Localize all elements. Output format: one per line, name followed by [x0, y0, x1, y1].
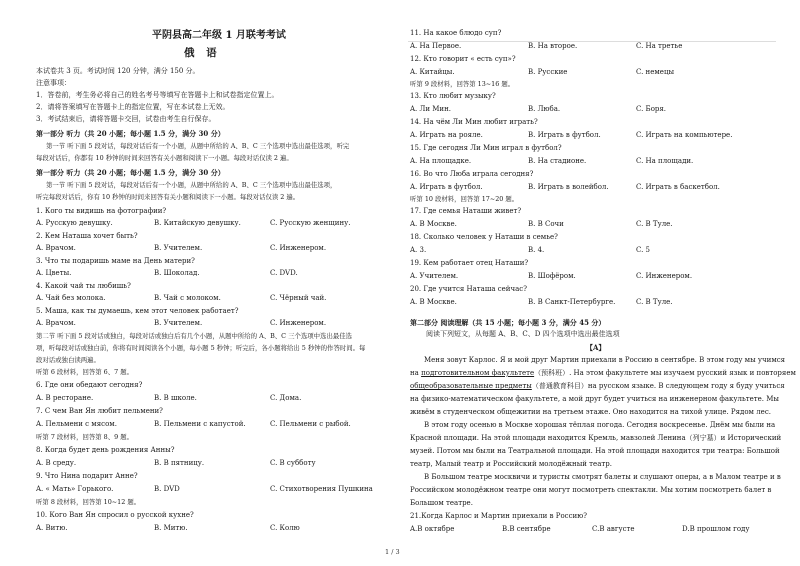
passage-line: Российском молодёжном театре они могут посмотреть спектакли. Мы хотим посмотреть балет в — [410, 486, 772, 494]
option: B. Чай с молоком. — [154, 294, 221, 302]
option: B. Учителем. — [154, 319, 203, 327]
option: C. Инженером. — [270, 244, 327, 252]
passage-line — [410, 369, 796, 378]
option: A. « Мать» Горького. — [36, 485, 114, 493]
option: B. Шофёром. — [528, 272, 576, 280]
page-number: 1 / 3 — [385, 548, 400, 556]
option: B. В Санкт-Петербурге. — [528, 298, 616, 306]
option: A. Учителем. — [410, 272, 459, 280]
passage-text: （预科班）. На этом факультете мы изучаем русский язык и повторяем — [534, 369, 796, 377]
option: A. В Москве. — [410, 298, 457, 306]
instruction-line: 阅读下列短文，从每题 A、B、C、D 四个选项中选出最佳选项 — [426, 330, 620, 338]
passage-line: Большом театре. — [410, 499, 473, 507]
question: 19. Кем работает отец Наташи? — [410, 259, 529, 267]
question: 3. Что ты подаришь маме на День матери? — [36, 257, 195, 265]
option: A. Играть на рояле. — [410, 131, 483, 139]
question: 16. Во что Люба играла сегодня? — [410, 170, 534, 178]
option: B. DVD — [154, 485, 180, 493]
question: 18. Сколько человек у Наташи в семье? — [410, 233, 558, 241]
listening-note: 听第 7 段材料，回答第 8、9 题。 — [36, 433, 134, 441]
listening-note: 听第 9 段材料，回答第 13~16 题。 — [410, 80, 515, 88]
instruction-line: 项，听每段对话或独白前，你将有时间阅读各个小题，每小题 5 秒钟；听完后，各小题将给出 5 秒钟的作答时间。每 — [36, 344, 366, 352]
question: 11. На какое блюдо суп? — [410, 29, 502, 37]
passage-line: В этом году осенью в Москве хорошая тёплая погода. Сегодня воскресенье. Днём мы были на — [424, 421, 776, 429]
intro-line: 3．考试结束后，请将答题卡交回，试卷由考生自行保存。 — [36, 115, 216, 123]
option: A. 3. — [410, 246, 427, 254]
instruction-line: 每段对话后，你都有 10 秒钟的时间来回答有关小题和阅读下一小题。每段对话仅读 2 遍。 — [36, 154, 293, 162]
question: 10. Кого Ван Ян спросил о русской кухне? — [36, 511, 194, 519]
option: B. Играть в волейбол. — [528, 183, 609, 191]
question: 9. Что Нина подарит Анне? — [36, 472, 138, 480]
option: A. Витю. — [36, 524, 68, 532]
intro-line: 1．答卷前，考生务必将自己的姓名考号等填写在答题卡上和试卷指定位置上。 — [36, 91, 279, 99]
instruction-line: 第二节 听下面 5 段对话或独白，每段对话或独白后有几个小题，从题中所给的 A、B、C 三个选项中选出最佳选 — [36, 332, 353, 340]
option: C. Дома. — [270, 394, 302, 402]
option: A. В ресторане. — [36, 394, 94, 402]
option: A. Врачом. — [36, 244, 76, 252]
question: 4. Какой чай ты любишь? — [36, 282, 131, 290]
option: C. DVD. — [270, 269, 298, 277]
passage-text: （普通教育科目）на русском языке. В следующем году я буду учиться — [531, 382, 785, 390]
question: 14. На чём Ли Мин любит играть? — [410, 118, 538, 126]
listening-note: 听第 6 段材料，回答第 6、7 题。 — [36, 368, 134, 376]
question: 13. Кто любит музыку? — [410, 92, 496, 100]
option: A. На Первое. — [410, 42, 462, 50]
option: A. Врачом. — [36, 319, 76, 327]
option: B. Китайскую девушку. — [154, 219, 241, 227]
intro-line: 2．请将答案填写在答题卡上的指定位置，写在本试卷上无效。 — [36, 103, 230, 111]
option: C. Русскую женщину. — [270, 219, 351, 227]
option: B. Шоколад. — [154, 269, 200, 277]
option: B. Играть в футбол. — [528, 131, 601, 139]
option: C. Пельмени с рыбой. — [270, 420, 351, 428]
option: C. В Туле. — [636, 298, 673, 306]
option: C. На третье — [636, 42, 683, 50]
question: 8. Когда будет день рождения Анны? — [36, 446, 175, 454]
question: 6. Где они обедают сегодня? — [36, 381, 143, 389]
option: B. Митю. — [154, 524, 188, 532]
instruction-line: 听完每段对话后，你有 10 秒钟的时间来回答有关小题和阅读下一小题。每段对话仅读 2 遍。 — [36, 193, 300, 201]
option: A. В среду. — [36, 459, 77, 467]
option: B. В школе. — [154, 394, 197, 402]
option: B.В сентябре — [502, 525, 551, 533]
question: 17. Где семья Наташи живет? — [410, 207, 522, 215]
option: C. Инженером. — [636, 272, 693, 280]
option: C. Стихотворения Пушкина — [270, 485, 373, 493]
section-heading: 第二部分 阅读理解（共 15 小题；每小题 3 分，满分 45 分） — [410, 318, 606, 327]
question: 20. Где учится Наташа сейчас? — [410, 285, 527, 293]
passage-line: Меня зовут Карлос. Я и мой друг Мартин приехали в Россию в сентябре. В этом году мы учимся — [424, 356, 786, 364]
question: 1. Кого ты видишь на фотографии? — [36, 207, 167, 215]
option: C. На площади. — [636, 157, 694, 165]
passage-line: живём в студенческом общежитии на третьем этаже. Оно находится на тихой улице. Рядом лес. — [410, 408, 771, 416]
instruction-line: 第一节 听下面 5 段对话，每段对话后有一个小题，从题中所给的 A、B、C 三个选项中选出最佳选项， — [46, 181, 337, 189]
option: C. 5 — [636, 246, 651, 254]
passage-text: на — [410, 369, 422, 377]
option: C. Боря. — [636, 105, 667, 113]
option: C. В Туле. — [636, 220, 673, 228]
option: B. Русские — [528, 68, 568, 76]
passage-underlined: подготовительном факультете — [421, 369, 535, 377]
instruction-line: 第一节 听下面 5 段对话，每段对话后有一个小题，从题中所给的 A、B、C 三个选项中选出最佳选项，听完 — [46, 142, 350, 150]
option: B. Учителем. — [154, 244, 203, 252]
option: B. В Сочи — [528, 220, 564, 228]
section-heading: 第一部分 听力（共 20 小题；每小题 1.5 分，满分 30 分） — [36, 129, 225, 138]
option: A. Играть в футбол. — [410, 183, 483, 191]
option: C. Колю — [270, 524, 300, 532]
option: A. На площадке. — [410, 157, 472, 165]
option: A. Цветы. — [36, 269, 72, 277]
passage-label: 【A】 — [586, 343, 606, 352]
option: B. 4. — [528, 246, 545, 254]
option: B. На второе. — [528, 42, 578, 50]
intro-line: 本试卷共 3 页。考试时间 120 分钟，满分 150 分。 — [36, 67, 200, 75]
passage-line — [410, 382, 785, 391]
listening-note: 听第 8 段材料，回答第 10~12 题。 — [36, 498, 141, 506]
question: 15. Где сегодня Ли Мин играл в футбол? — [410, 144, 562, 152]
passage-line: Красной площади. На этой площади находится Кремль, мавзолей Ленина（列宁墓）и Исторический — [410, 434, 782, 442]
option: B. Пельмени с капустой. — [154, 420, 246, 428]
option: A. Китайцы. — [410, 68, 455, 76]
subject-title: 俄 语 — [184, 47, 221, 59]
option: A. Ли Мин. — [410, 105, 451, 113]
option: A. Пельмени с мясом. — [36, 420, 117, 428]
section-heading: 第一部分 听力（共 20 小题；每小题 1.5 分，满分 30 分） — [36, 168, 225, 177]
instruction-line: 段对话或独白读两遍。 — [36, 356, 100, 364]
option: C. Чёрный чай. — [270, 294, 327, 302]
option: C. Играть на компьютере. — [636, 131, 733, 139]
passage-underlined: общеобразовательные предметы — [410, 382, 532, 390]
divider — [408, 41, 776, 42]
question: 12. Кто говорит « есть суп»? — [410, 55, 516, 63]
question: 2. Кем Наташа хочет быть? — [36, 232, 138, 240]
option: A.В октябре — [410, 525, 455, 533]
question: 7. С чем Ван Ян любит пельмени? — [36, 407, 163, 415]
question: 5. Маша, как ты думаешь, кем этот человек работает? — [36, 307, 239, 315]
passage-line: театр, Малый театр и Российский молодёжный театр. — [410, 460, 612, 468]
option: C. Играть в баскетбол. — [636, 183, 720, 191]
option: C.В августе — [592, 525, 635, 533]
option: B. Люба. — [528, 105, 561, 113]
option: A. Русскую девушку. — [36, 219, 113, 227]
option: A. В Москве. — [410, 220, 457, 228]
intro-line: 注意事项： — [36, 79, 71, 87]
passage-line: В Большом театре москвичи и туристы смотрят балеты и слушают оперы, а в Малом театре и в — [424, 473, 781, 481]
question: 21.Когда Карлос и Мартин приехали в Россию? — [410, 512, 588, 520]
option: B. На стадионе. — [528, 157, 587, 165]
listening-note: 听第 10 段材料，回答第 17~20 题。 — [410, 195, 519, 203]
option: B. В пятницу. — [154, 459, 205, 467]
option: D.В прошлом году — [682, 525, 750, 533]
page-title: 平阴县高二年级 1 月联考考试 — [152, 30, 286, 41]
option: C. В субботу — [270, 459, 316, 467]
passage-line: на физико-математическом факультете, а мой друг будет учиться на инженерном факультете. Мы — [410, 395, 780, 403]
passage-line: музей. Потом мы были на Театральной площади. На этой площади находится три театра: Большой — [410, 447, 780, 455]
option: A. Чай без молока. — [36, 294, 106, 302]
option: C. немецы — [636, 68, 675, 76]
option: C. Инженером. — [270, 319, 327, 327]
